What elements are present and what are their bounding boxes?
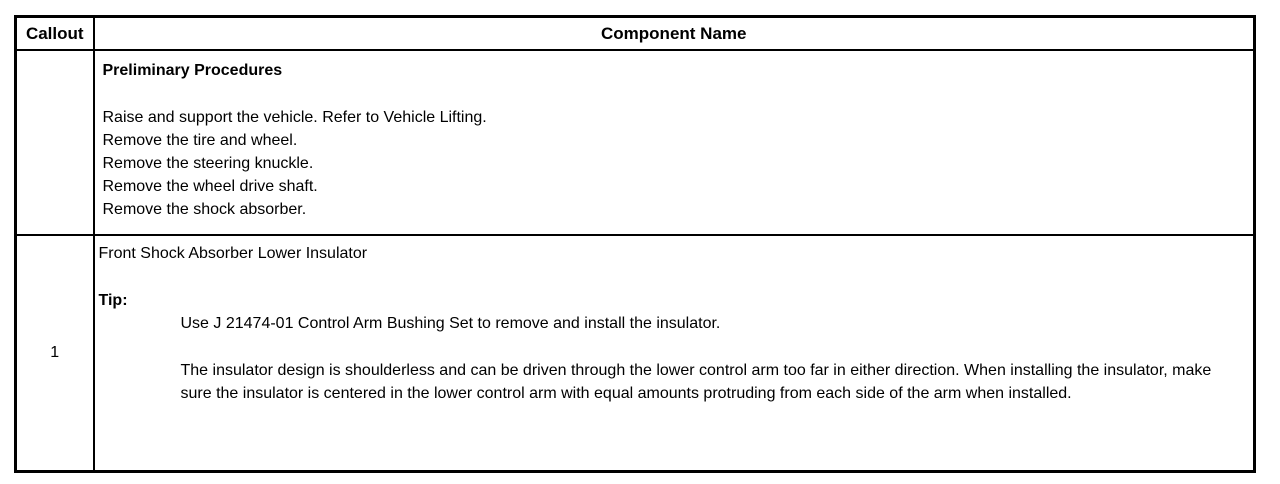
preliminary-step: Raise and support the vehicle. Refer to Vehicle Lifting.	[102, 109, 487, 127]
preliminary-step: Remove the tire and wheel.	[102, 132, 298, 150]
callout-cell-empty	[16, 50, 94, 235]
header-callout: Callout	[16, 17, 94, 51]
table-header-row	[16, 17, 1255, 51]
tip-text: The insulator design is shoulderless and can be driven through the lower control arm too far in either direction. When installing the insulator, make sure the insulator is centered in the lower control arm with equal amounts protruding from each side of the arm when installed.	[180, 362, 1212, 403]
component-cell	[94, 235, 1255, 471]
tip-body	[99, 312, 1254, 405]
preliminary-step: Remove the shock absorber.	[102, 201, 307, 219]
preliminary-title: Preliminary Procedures	[102, 62, 283, 80]
preliminary-step: Remove the wheel drive shaft.	[102, 178, 318, 196]
component-table	[14, 15, 1256, 473]
callout-number: 1	[16, 235, 94, 471]
table-row	[16, 235, 1255, 471]
preliminary-step: Remove the steering knuckle.	[102, 155, 314, 173]
header-component-name: Component Name	[94, 17, 1255, 51]
preliminary-procedures-cell	[94, 50, 1255, 235]
tip-text: Use J 21474-01 Control Arm Bushing Set to remove and install the insulator.	[180, 315, 721, 333]
component-name: Front Shock Absorber Lower Insulator	[98, 245, 368, 263]
table-row	[16, 50, 1255, 235]
tip-label: Tip:	[98, 292, 128, 310]
